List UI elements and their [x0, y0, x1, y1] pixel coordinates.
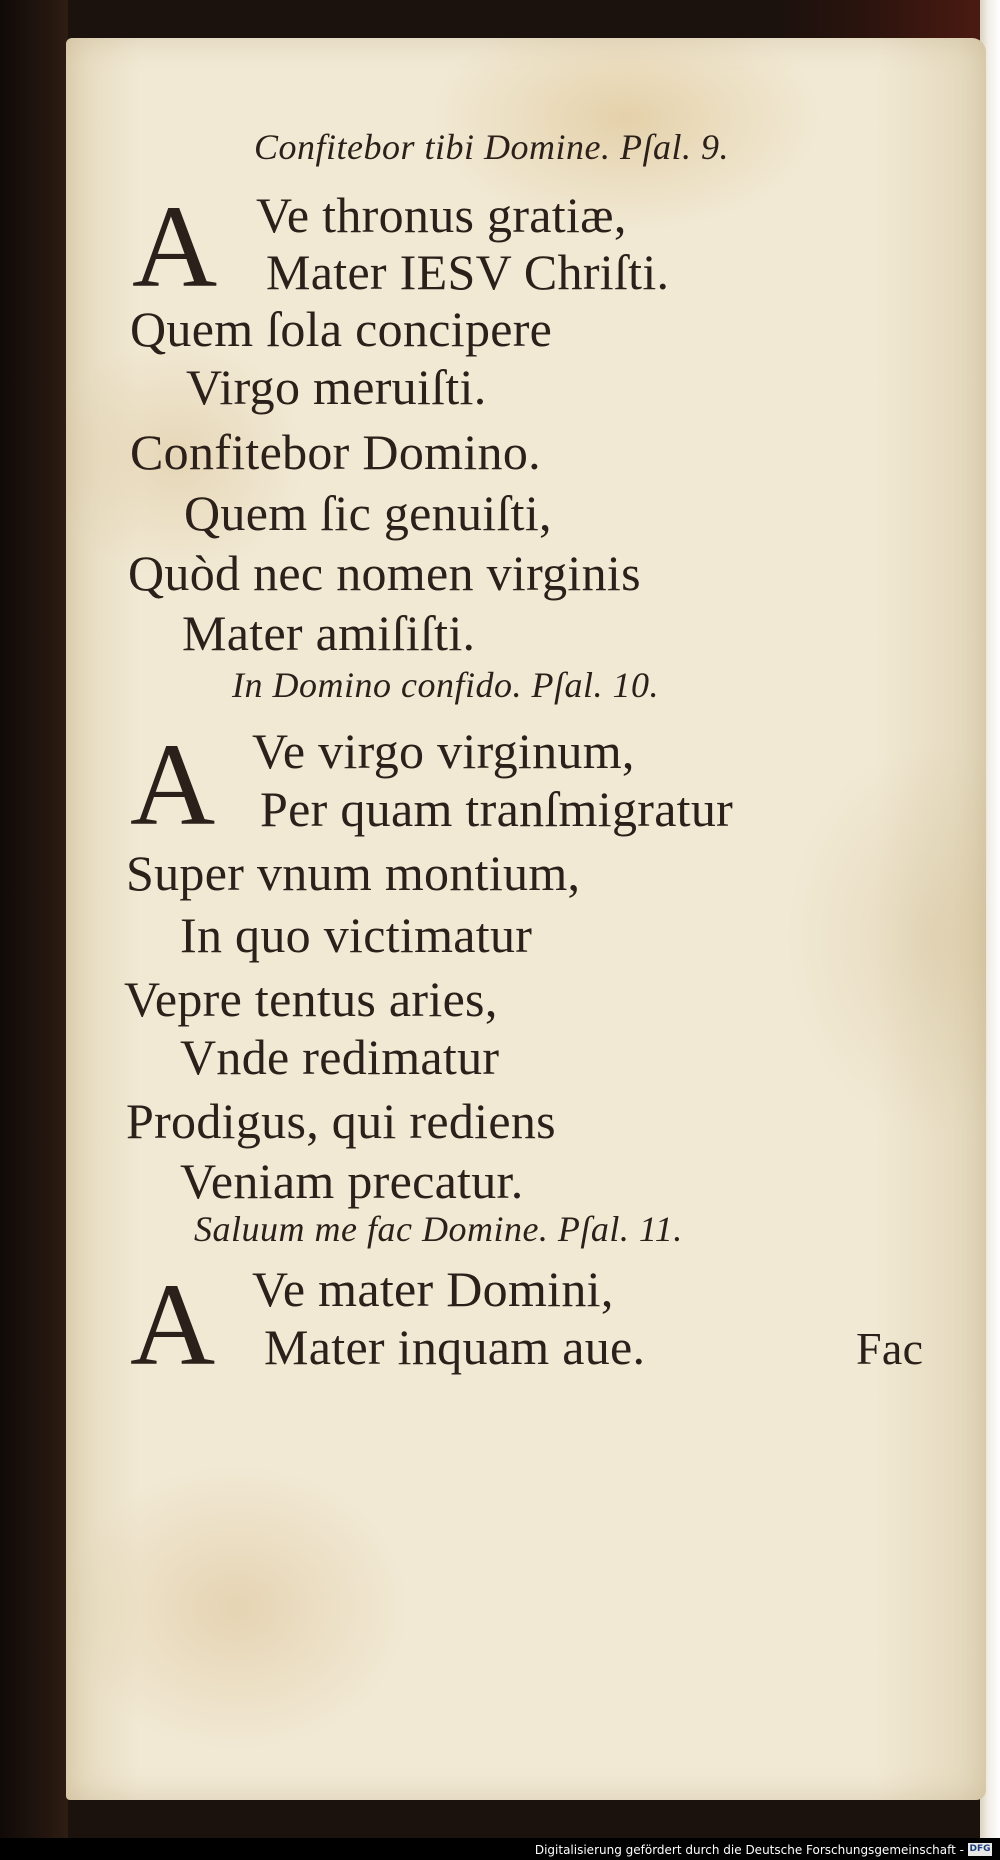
verse-line: Ve mater Domini, [252, 1261, 614, 1317]
verse-line: Confitebor Domino. [130, 424, 541, 480]
book-spine [0, 0, 68, 1860]
book-page [66, 38, 986, 1800]
verse-line: Ve thronus gratiæ, [256, 187, 627, 243]
verse-line: Vnde redimatur [180, 1029, 500, 1085]
verse-line: In quo victimatur [180, 907, 533, 963]
verse-line: Quòd nec nomen virginis [128, 545, 641, 601]
psalm-heading-9: Confitebor tibi Domine. Pſal. 9. [254, 127, 729, 167]
verse-line: Quem ſola concipere [130, 301, 553, 357]
verse-line: Mater inquam aue. [264, 1319, 646, 1375]
verse-line: Mater amiſiſti. [182, 605, 476, 661]
drop-cap-initial: A [132, 181, 218, 312]
psalm-heading-10: In Domino confido. Pſal. 10. [232, 665, 659, 705]
verse-line: Virgo meruiſti. [186, 359, 487, 415]
funding-credit: Digitalisierung gefördert durch die Deutsche Forschungsgemeinschaft - [534, 1843, 964, 1857]
catchword: Fac [856, 1323, 924, 1374]
verse-line: Mater IESV Chriſti. [266, 244, 670, 300]
credit-bar [0, 1838, 1000, 1860]
dfg-logo: DFG [969, 1844, 991, 1854]
verse-line: Prodigus, qui rediens [126, 1093, 556, 1149]
drop-cap-initial: A [130, 719, 216, 850]
verse-line: Quem ſic genuiſti, [184, 485, 552, 541]
verse-line: Veniam precatur. [180, 1153, 524, 1209]
verse-line: Super vnum montium, [126, 845, 581, 901]
verse-line: Per quam tranſmigratur [260, 781, 734, 837]
verse-line: Vepre tentus aries, [124, 971, 498, 1027]
drop-cap-initial: A [130, 1259, 216, 1390]
verse-line: Ve virgo virginum, [252, 723, 635, 779]
psalm-heading-11: Saluum me fac Domine. Pſal. 11. [194, 1209, 683, 1249]
